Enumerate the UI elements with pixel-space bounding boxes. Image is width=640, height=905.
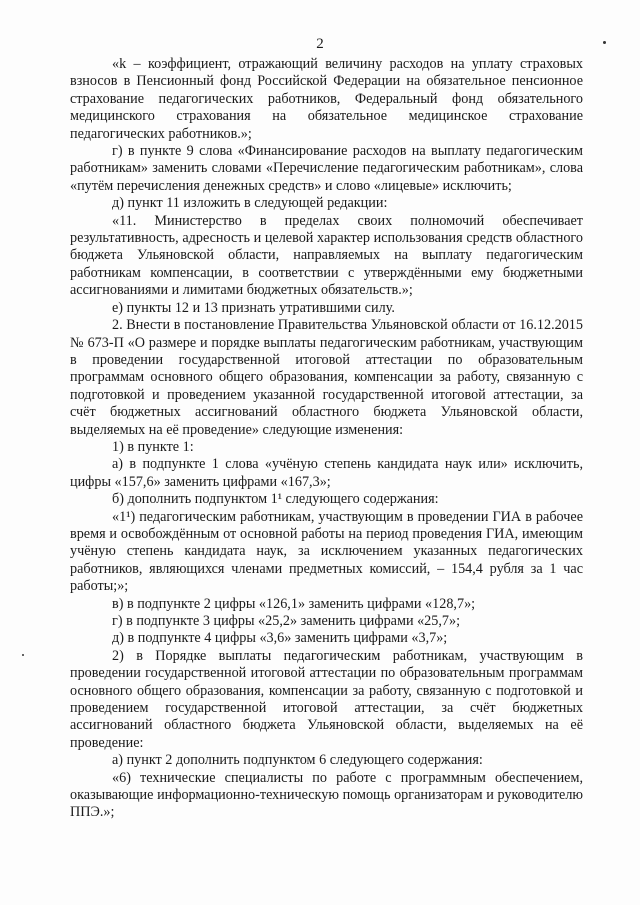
- paragraph-subitem-1-g: г) в подпункте 3 цифры «25,2» заменить цифрами «25,7»;: [112, 613, 461, 629]
- paragraph-subitem-6: «6) технические специалисты по работе с программным обеспечением, оказывающие информационно-техническую помощь организаторам и руководителю ППЭ.»;: [70, 769, 583, 821]
- scan-speck: [603, 41, 606, 44]
- paragraph-k-coefficient: «k – коэффициент, отражающий величину расходов на уплату страховых взносов в Пенсионный фонд Российской Федерации на обязательное пенсионное страхование педагогических работников, Федеральный фонд обязательного медицинского страхования на обязательное медицинское страхование педагогических работников.»;: [70, 56, 583, 142]
- paragraph-subitem-2: 2) в Порядке выплаты педагогическим работникам, участвующим в проведении государственной итоговой аттестации по образовательным программам основного общего образования, компенсации за работу, связанную с подготовкой и проведением государственной итоговой аттестации, за счёт бюджетных ассигнований областного бюджета Ульяновской области, выделяемых на её проведение:: [70, 647, 583, 751]
- paragraph-subitem-2-a: а) пункт 2 дополнить подпунктом 6 следующего содержания:: [112, 752, 483, 769]
- paragraph-subitem-1-d: д) в подпункте 4 цифры «3,6» заменить цифрами «3,7»;: [112, 630, 448, 647]
- paragraph-item-e: е) пункты 12 и 13 признать утратившими силу.: [112, 299, 395, 316]
- paragraph-subitem-1: 1) в пункте 1:: [112, 438, 194, 455]
- paragraph-subitem-1-v: в) в подпункте 2 цифры «126,1» заменить цифрами «128,7»;: [112, 595, 476, 612]
- paragraph-item-g: г) в пункте 9 слова «Финансирование расходов на выплату педагогическим работникам» заменить словами «Перечисление педагогическим работникам», слова «путём перечисления денежных средств» и слово «лицевые» исключить;: [70, 143, 583, 194]
- paragraph-subitem-1-b: б) дополнить подпунктом 1¹ следующего содержания:: [112, 491, 439, 508]
- scan-speck: [22, 654, 24, 656]
- document-body: [70, 56, 583, 822]
- paragraph-subitem-1-a: а) в подпункте 1 слова «учёную степень кандидата наук или» исключить, цифры «157,6» заменить цифрами «167,3»;: [70, 456, 583, 490]
- page-number: 2: [316, 36, 324, 52]
- paragraph-item-d: д) пункт 11 изложить в следующей редакции:: [112, 195, 388, 212]
- paragraph-subitem-1-1: «1¹) педагогическим работникам, участвующим в проведении ГИА в рабочее время и освобождённым от основной работы на период проведения ГИА, имеющим учёную степень кандидата наук, за исключением указанных педагогических работников, являющихся членами предметных комиссий, – 154,4 рубля за 1 час работы;»;: [70, 508, 583, 595]
- paragraph-section-2: 2. Внести в постановление Правительства Ульяновской области от 16.12.2015 № 673-П «О размере и порядке выплаты педагогическим работникам, участвующим в проведении государственной итоговой аттестации по образовательным программам основного общего образования, компенсации за работу, связанную с подготовкой и проведением указанной государственной итоговой аттестации, за счёт бюджетных ассигнований областного бюджета Ульяновской области, выделяемых на её проведение» следующие изменения:: [70, 317, 583, 438]
- paragraph-point-11: «11. Министерство в пределах своих полномочий обеспечивает результативность, адресность и целевой характер использования средств областного бюджета Ульяновской области, направляемых на выплату педагогическим работникам компенсации, в соответствии с утверждёнными ему бюджетными ассигнованиями и лимитами бюджетных обязательств.»;: [70, 212, 583, 299]
